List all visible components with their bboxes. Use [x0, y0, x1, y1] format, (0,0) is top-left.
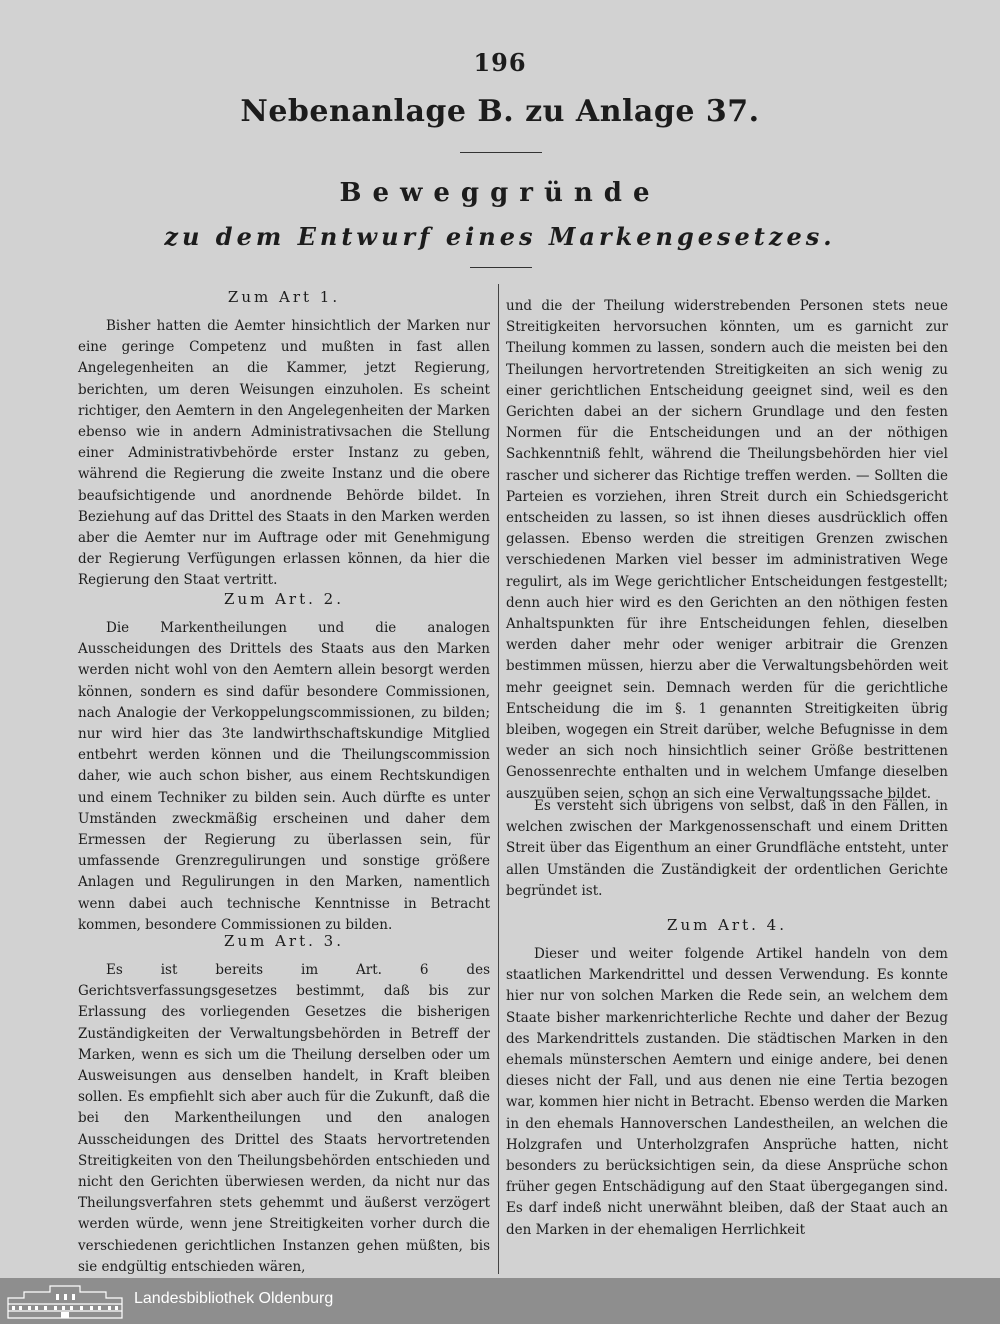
art3-continuation-paragraph-2: Es versteht sich übrigens von selbst, daß in den Fällen, in welchen zwischen der Markgenossenschaft und einem Dritten Streit über das Eigenthum an einer Grundfläche entsteht, unter allen Umständen die Zuständigkeit der ordentlichen Gerichte begründet ist. — [506, 798, 948, 899]
art3-continuation-paragraph: und die der Theilung widerstrebenden Personen stets neue Streitigkeiten hervorsuchen könnten, um es garnicht zur Theilung kommen zu lassen, sondern auch die meisten bei den Theilungen hervortretenden Streitigkeiten an sich wenig zu einer gerichtlichen Entscheidung geeignet sind, weil es den Gerichten dabei an der sichern Grundlage und den festen Normen für die Entscheidungen und an der nöthigen Sachkenntniß fehlt, während die Theilungsbehörden hier viel rascher und sicherer das Richtige treffen werden. — Sollten die Parteien es vorziehen, ihren Streit durch ein Schiedsgericht entscheiden zu lassen, so ist ihnen dieses ausdrücklich offen gelassen. Ebenso werden die streitigen Grenzen zwischen verschiedenen Marken viel besser im administrativen Wege regulirt, als im Wege gerichtlicher Entscheidungen festgestellt; denn auch hier wird es den Gerichten an den nöthigen festen Anhaltspunkten für ihre Entscheidungen fehlen, dieselben werden daher mehr oder weniger arbitrair die Grenzen bestimmen müssen, hierzu aber die Verwaltungsbehörden weit mehr geeignet sein. Demnach werden für die gerichtliche Entscheidung die im §. 1 genannten Streitigkeiten übrig bleiben, wogegen ein Streit darüber, welche Befugnisse in dem weder an sich noch hinsichtlich seiner Größe bestrittenen Genossenrechte enthalten und in welchem Umfange dieselben auszuüben seien, schon an sich eine Verwaltungssache bildet. — [506, 298, 948, 802]
art3-heading: Zum Art. 3. — [224, 932, 344, 950]
art4-paragraph: Dieser und weiter folgende Artikel handeln von dem staatlichen Markendrittel und dessen Verwendung. Es konnte hier nur von solchen Marken die Rede sein, an welchem dem Staate bisher markenrichterliche Rechte und daher der Bezug des Markendrittels zustanden. Die städtischen Marken in den ehemals münsterschen Aemtern und einige andere, bei denen dieses nicht der Fall, und aus denen nie eine Tertia bezogen war, kommen hier nicht in Betracht. Ebenso werden die Marken in den ehemals Hannoverschen Landestheilen, an welchen die Holzgrafen und Unterholzgrafen Ansprüche hatten, nicht besonders zu berücksichtigen sein, da diese Ansprüche schon früher gegen Entschädigung auf den Staat übergegangen sind. Es darf indeß nicht unerwähnt bleiben, daß der Staat auch an den Marken in der ehemaligen Herrlichkeit — [506, 946, 948, 1238]
art1-heading: Zum Art 1. — [227, 288, 341, 306]
document-title: Beweggründe — [339, 178, 661, 208]
art2-heading: Zum Art. 2. — [224, 590, 344, 608]
art1-paragraph: Bisher hatten die Aemter hinsichtlich der Marken nur eine geringe Competenz und mußten in fast allen Angelegenheiten an die Kammer, jetzt Regierung, berichten, um deren Weisungen einzuholen. Es scheint richtiger, den Aemtern in den Angelegenheiten der Marken ebenso wie in andern Administrativsachen die Stellung einer Administrativbehörde erster Instanz zu geben, während die Regierung die zweite Instanz und die obere beaufsichtigende und anordnende Behörde bildet. In Beziehung auf das Drittel des Staats in den Marken werden aber die Aemter nur im Auftrage oder mit Genehmigung der Regierung Verfügungen erlassen können, da hier die Regierung den Staat vertritt. — [78, 318, 490, 589]
art3-paragraph: Es ist bereits im Art. 6 des Gerichtsverfassungsgesetzes bestimmt, daß bis zur Erlassung des vorliegenden Gesetzes die bisherigen Zuständigkeiten der Verwaltungsbehörden in Betreff der Marken, wenn es sich um die Theilung derselben oder um Ausweisungen aus denselben handelt, in Kraft bleiben sollen. Es empfiehlt sich aber auch für die Zukunft, daß die bei den Markentheilungen und den analogen Ausscheidungen des Drittel des Staats hervortretenden Streitigkeiten von den Theilungsbehörden entschieden und nicht den Gerichten überwiesen werden, da nicht nur das Theilungsverfahren stets gehemmt und äußerst verzögert werden würde, wenn jene Streitigkeiten vorher durch die verschiedenen gerichtlichen Instanzen gehen müßten, bis sie endgültig entschieden wären, — [78, 962, 490, 1275]
footer-bar — [0, 1278, 1000, 1324]
title-rule-bottom — [470, 267, 532, 268]
art2-paragraph: Die Markentheilungen und die analogen Ausscheidungen des Drittels des Staats aus den Marken werden nicht wohl von den Aemtern allein besorgt werden können, sondern es sind dafür besondere Commissionen, nach Analogie der Verkoppelungscommissionen, zu bilden; nur wird hier das 3te landwirthschaftskundige Mitglied entbehrt werden können und die Theilungscommission daher, wie auch schon bisher, aus einem Rechtskundigen und einem Techniker zu bilden sein. Auch dürfte es unter Umständen zweckmäßig erscheinen und daher dem Ermessen der Regierung zu überlassen sein, für umfassende Grenzregulirungen und sonstige größere Anlagen und Regulirungen in den Marken, namentlich wenn dabei auch technische Kenntnisse in Betracht kommen, besondere Commissionen zu bilden. — [78, 620, 490, 933]
art4-heading: Zum Art. 4. — [667, 916, 787, 934]
document-heading: Nebenanlage B. zu Anlage 37. — [240, 94, 760, 129]
column-divider — [498, 284, 499, 1274]
document-subtitle: zu dem Entwurf eines Markengesetzes. — [164, 222, 836, 251]
library-building-icon — [4, 1282, 126, 1320]
page-number: 196 — [473, 48, 527, 77]
footer-library-name: Landesbibliothek Oldenburg — [134, 1290, 334, 1307]
title-rule-top — [460, 152, 542, 153]
